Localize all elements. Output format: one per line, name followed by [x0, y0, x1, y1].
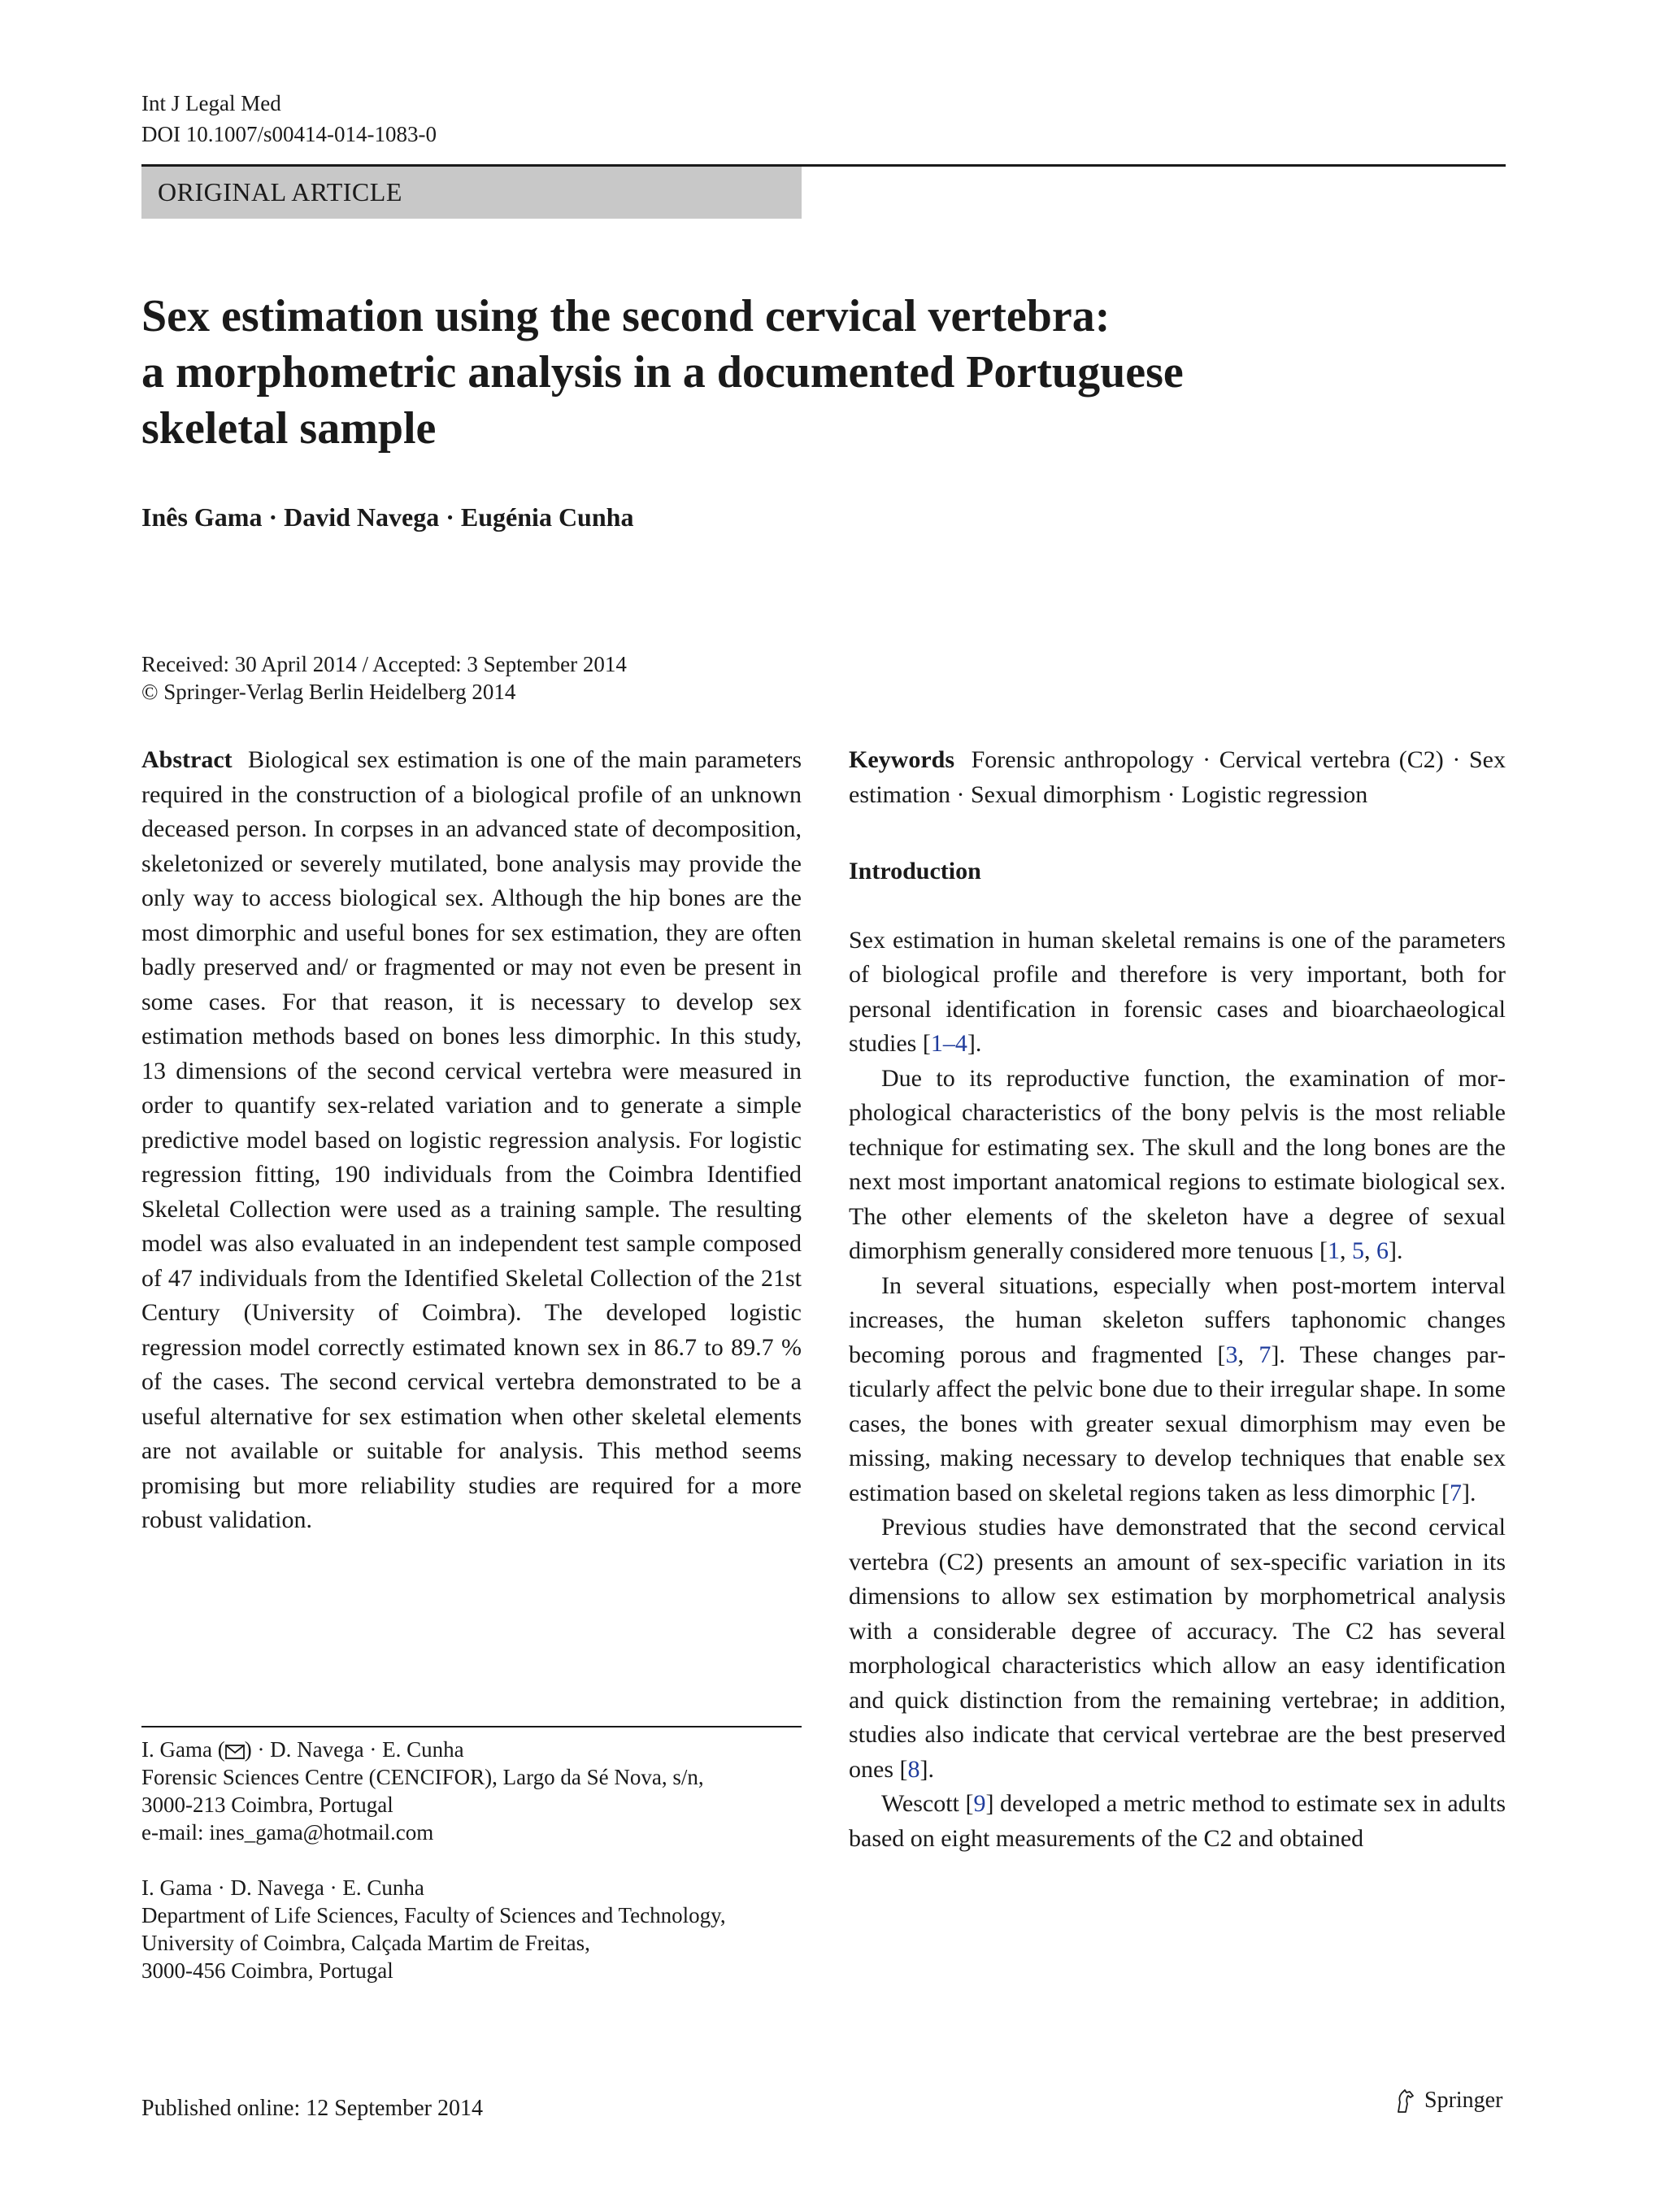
intro-p1-end: ].: [967, 1030, 982, 1057]
keywords: [849, 743, 1506, 812]
intro-paragraph-1: [849, 923, 1506, 1062]
intro-p4-end: ].: [919, 1755, 934, 1783]
intro-p2-end: ].: [1389, 1237, 1403, 1264]
affiliation-1-coauthors: ) · D. Navega · E. Cunha: [244, 1737, 464, 1762]
author-list: Inês Gama · David Navega · Eugénia Cunha: [141, 502, 634, 532]
copyright: © Springer-Verlag Berlin Heidelberg 2014: [141, 680, 516, 704]
published-online: Published online: 12 September 2014: [141, 2096, 483, 2121]
citation-link[interactable]: 3: [1225, 1341, 1238, 1368]
article-dates: [141, 650, 627, 706]
citation-link[interactable]: 1: [1328, 1237, 1341, 1264]
affiliation-1-name-gama: I. Gama (: [141, 1737, 225, 1762]
title-line-3: skeletal sample: [141, 403, 437, 454]
introduction-heading: Introduction: [849, 858, 981, 884]
springer-horse-icon: [1393, 2088, 1418, 2114]
abstract-label: Abstract: [141, 746, 233, 773]
intro-p5-text-2: ] developed a metric method to estimate sex in adults based on eight measurements of the C2 and obtained: [849, 1790, 1506, 1852]
citation-link[interactable]: 5: [1352, 1237, 1365, 1264]
keywords-text: Forensic anthropology · Cervical vertebra (C2) · Sex estimation · Sexual dimorphism · Logistic regression: [849, 746, 1506, 808]
intro-p3-end: ].: [1461, 1479, 1476, 1506]
title-line-1: Sex estimation using the second cervical vertebra:: [141, 291, 1111, 341]
intro-paragraph-4: [849, 1510, 1506, 1787]
keywords-label: Keywords: [849, 746, 954, 773]
abstract-column: [141, 743, 802, 1538]
intro-p5-text: Wescott [: [881, 1790, 974, 1817]
intro-paragraph-5: [849, 1787, 1506, 1856]
intro-p3-text-2: ]. These changes particularly affect the pelvic bone due to their irregular shape. In some cases, the bones with greater sexual dimorphism may even be missing, making necessary to develop techniques that enable sex estimation based on skeletal regions taken as less dimorphic [: [849, 1341, 1506, 1506]
affiliation-1-email[interactable]: e-mail: ines_gama@hotmail.com: [141, 1820, 434, 1845]
affiliation-1-line-3: 3000-213 Coimbra, Portugal: [141, 1793, 393, 1817]
journal-meta: [141, 88, 437, 150]
affiliation-2-names: I. Gama · D. Navega · E. Cunha: [141, 1875, 424, 1900]
intro-paragraph-2: Due to its reproductive function, the examination of morphological characteristics of the bony pelvis is the most reliable technique for estimating sex. The skull and the long bones are the next most important anatomical regions to estimate biological sex. The other elements of the skeleton have a degree of sexual dimorphism generally considered more tenuous [1, 5, 6].: [849, 1064, 1506, 1264]
intro-p2-text: Due to its reproductive function, the examination of morphological characteristics of the bony pelvis is the most reliable technique for estimating sex. The skull and the long bones are the next most important anatomical regions to estimate biological sex. The other elements of the skeleton have a degree of sexual dimorphism generally considered more tenuous [: [849, 1064, 1506, 1264]
affiliation-1-names: [141, 1736, 802, 1763]
intro-p1-text: Sex estimation in human skeletal remains is one of the parameters of biological profile and therefore is very important, both for personal identification in forensic cases and bioarchaeological studies [: [849, 926, 1506, 1057]
affiliation-2-line-4: 3000-456 Coimbra, Portugal: [141, 1958, 393, 1983]
citation-link[interactable]: 7: [1259, 1341, 1272, 1368]
citation-link[interactable]: 9: [973, 1790, 986, 1817]
affiliation-1-line-2: Forensic Sciences Centre (CENCIFOR), Largo da Sé Nova, s/n,: [141, 1765, 704, 1789]
article-title: [141, 289, 1361, 457]
publisher-name: Springer: [1424, 2088, 1503, 2113]
citation-link[interactable]: 8: [907, 1755, 920, 1783]
affiliation-2: [141, 1874, 802, 1984]
received-accepted: Received: 30 April 2014 / Accepted: 3 September 2014: [141, 652, 627, 676]
citation-link[interactable]: 7: [1449, 1479, 1462, 1506]
doi[interactable]: DOI 10.1007/s00414-014-1083-0: [141, 122, 437, 146]
affiliation-2-line-3: University of Coimbra, Calçada Martim de Freitas,: [141, 1931, 590, 1955]
title-line-2: a morphometric analysis in a documented Portuguese: [141, 347, 1184, 398]
citation-link[interactable]: 6: [1376, 1237, 1389, 1264]
right-column: [849, 743, 1506, 1856]
abstract-text: Biological sex estimation is one of the main parameters required in the construction of a biological profile of an unknown deceased person. In corpses in an advanced state of decomposition, skeletonized or severely mutilated, bone analysis may provide the only way to access biological sex. Although the hip bones are the most dimorphic and useful bones for sex estimation, they are often badly preserved and/ or fragmented or may not even be present in some cases. For that reason, it is necessary to develop sex estimation methods based on bones less dimorphic. In this study, 13 dimensions of the second cervical vertebra were measured in order to quantify sex-related variation and to generate a simple predictive model based on logistic regression analysis. For logistic regression fitting, 190 individuals from the Coimbra Identified Skeletal Collection were used as a training sample. The resulting model was also evaluated in an independent test sample composed of 47 individuals from the Identified Skeletal Collection of the 21st Century (University of Coimbra). The developed logistic regression model correctly estimated known sex in 86.7 to 89.7 % of the cases. The second cervical vertebra demonstrated to be a useful alternative for sex estimation when other skeletal elements are not available or suitable for analysis. This method seems promising but more reliability studies are required for a more robust validation.: [141, 746, 802, 1533]
citation-link[interactable]: 1–4: [930, 1030, 967, 1057]
journal-name: Int J Legal Med: [141, 91, 281, 115]
publisher-logo: [1393, 2088, 1502, 2114]
intro-paragraph-3: In several situations, especially when post-mortem interval increases, the human skeleton suffers taphonomic changes becoming porous and fragmented [3, 7]. These changes particularly affect the pelvic bone due to their irregular shape. In some cases, the bones with greater sexual dimorphism may even be missing, making necessary to develop techniques that enable sex estimation based on skeletal regions taken as less dimorphic [7].: [849, 1271, 1506, 1506]
envelope-icon: [225, 1744, 245, 1760]
intro-p3-text: In several situations, especially when post-mortem interval increases, the human skeleton suffers taphonomic changes becoming porous and fragmented [: [849, 1271, 1506, 1368]
article-type-banner: ORIGINAL ARTICLE: [141, 167, 802, 219]
affiliation-1: [141, 1736, 802, 1846]
intro-p4-text: Previous studies have demonstrated that the second cervical vertebra (C2) presents an amount of sex-specific variation in its dimensions to allow sex estimation by morphometrical analysis with a considerable degree of accuracy. The C2 has several morphological characteristics which allow an easy identification and quick distinction from the remaining vertebrae; in addition, studies also indicate that cervical vertebrae are the best preserved ones [: [849, 1514, 1506, 1783]
abstract: [141, 743, 802, 1538]
affiliation-2-line-2: Department of Life Sciences, Faculty of Sciences and Technology,: [141, 1903, 726, 1927]
footnote-rule: [141, 1726, 802, 1727]
